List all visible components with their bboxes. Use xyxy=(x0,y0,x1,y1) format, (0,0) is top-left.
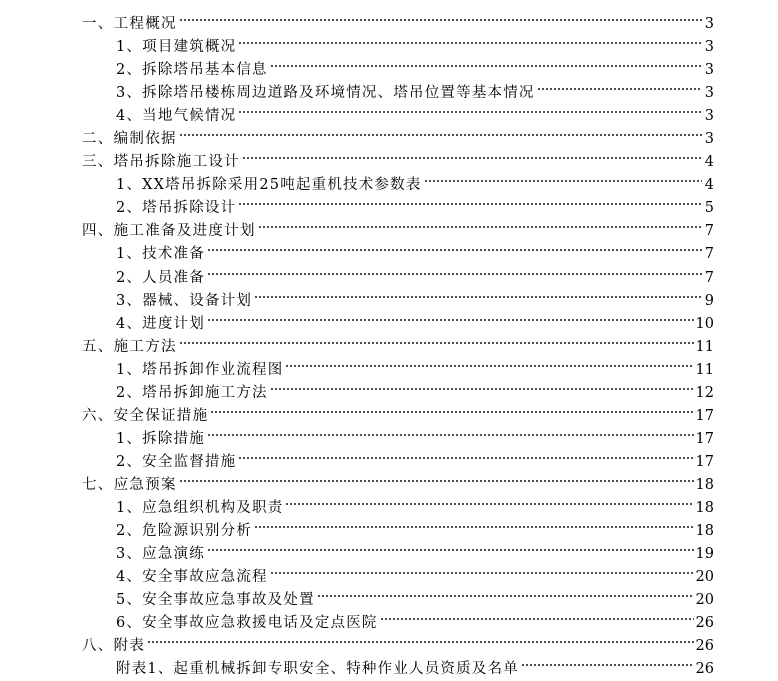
toc-dot-leader xyxy=(270,384,694,394)
toc-subsection-entry[interactable] xyxy=(82,589,714,612)
toc-dot-leader xyxy=(207,315,694,325)
toc-page-number: 4 xyxy=(704,177,714,194)
toc-entry-label: 3、拆除塔吊楼栋周边道路及环境情况、塔吊位置等基本情况 xyxy=(116,85,535,102)
toc-subsection-entry[interactable] xyxy=(82,382,714,405)
toc-dot-leader xyxy=(179,476,694,486)
toc-page-number: 17 xyxy=(695,453,714,470)
toc-dot-leader xyxy=(270,568,694,578)
toc-entry-label: 4、安全事故应急流程 xyxy=(116,569,268,586)
toc-subsection-entry[interactable] xyxy=(82,359,714,382)
toc-section-entry[interactable] xyxy=(82,635,714,658)
toc-subsection-entry[interactable] xyxy=(82,612,714,635)
toc-page-number: 3 xyxy=(704,85,714,102)
toc-page-number: 26 xyxy=(695,638,714,655)
toc-section-entry[interactable] xyxy=(82,151,714,174)
toc-dot-leader xyxy=(238,38,702,48)
toc-subsection-entry[interactable] xyxy=(82,451,714,474)
toc-entry-label: 一、工程概况 xyxy=(82,16,177,32)
toc-entry-label: 2、塔吊拆除设计 xyxy=(116,200,237,217)
toc-dot-leader xyxy=(424,176,702,186)
toc-dot-leader xyxy=(254,522,694,532)
toc-dot-leader xyxy=(207,269,702,279)
toc-entry-label: 2、拆除塔吊基本信息 xyxy=(116,62,268,79)
toc-subsection-entry[interactable] xyxy=(82,267,714,290)
toc-section-entry[interactable] xyxy=(82,336,714,359)
toc-page-number: 18 xyxy=(695,523,714,540)
toc-page-number: 3 xyxy=(704,62,714,79)
toc-page-number: 17 xyxy=(695,430,714,447)
toc-entry-label: 1、技术准备 xyxy=(116,246,205,263)
table-of-contents xyxy=(82,13,714,681)
toc-dot-leader xyxy=(179,338,694,348)
toc-subsection-entry[interactable] xyxy=(82,543,714,566)
toc-page-number: 3 xyxy=(704,16,714,32)
toc-dot-leader xyxy=(258,222,702,232)
toc-page-number: 17 xyxy=(695,407,714,424)
toc-entry-label: 1、塔吊拆卸作业流程图 xyxy=(116,361,284,378)
toc-dot-leader xyxy=(207,430,694,440)
toc-entry-label: 四、施工准备及进度计划 xyxy=(82,223,256,240)
toc-entry-label: 三、塔吊拆除施工设计 xyxy=(82,154,240,171)
toc-page-number: 20 xyxy=(695,592,714,609)
toc-dot-leader xyxy=(317,591,694,601)
toc-subsection-entry[interactable] xyxy=(82,174,714,197)
toc-entry-label: 六、安全保证措施 xyxy=(82,407,209,424)
toc-page-number: 9 xyxy=(704,292,714,309)
toc-page-number: 18 xyxy=(695,499,714,516)
toc-dot-leader xyxy=(238,199,702,209)
toc-page-number: 11 xyxy=(695,338,714,355)
toc-section-entry[interactable] xyxy=(82,13,714,36)
toc-entry-label: 4、进度计划 xyxy=(116,315,205,332)
toc-page-number: 18 xyxy=(695,476,714,493)
toc-page-number: 19 xyxy=(695,546,714,563)
toc-subsection-entry[interactable] xyxy=(82,428,714,451)
toc-dot-leader xyxy=(285,499,693,509)
toc-entry-label: 5、安全事故应急事故及处置 xyxy=(116,592,315,609)
toc-dot-leader xyxy=(521,660,694,670)
toc-entry-label: 2、安全监督措施 xyxy=(116,453,237,470)
toc-entry-label: 2、人员准备 xyxy=(116,269,205,286)
toc-subsection-entry[interactable] xyxy=(82,658,714,681)
toc-entry-label: 附表1、起重机械拆卸专职安全、特种作业人员资质及名单 xyxy=(116,661,519,678)
toc-dot-leader xyxy=(270,61,702,71)
toc-page-number: 5 xyxy=(704,200,714,217)
toc-page-number: 26 xyxy=(695,661,714,678)
toc-entry-label: 七、应急预案 xyxy=(82,476,177,493)
toc-entry-label: 1、项目建筑概况 xyxy=(116,39,237,56)
toc-page-number: 7 xyxy=(704,269,714,286)
toc-subsection-entry[interactable] xyxy=(82,497,714,520)
toc-page-number: 20 xyxy=(695,569,714,586)
toc-section-entry[interactable] xyxy=(82,128,714,151)
toc-dot-leader xyxy=(254,292,702,302)
toc-section-entry[interactable] xyxy=(82,474,714,497)
toc-dot-leader xyxy=(147,637,693,647)
toc-subsection-entry[interactable] xyxy=(82,520,714,543)
toc-dot-leader xyxy=(207,545,694,555)
toc-entry-label: 6、安全事故应急救援电话及定点医院 xyxy=(116,615,378,632)
toc-dot-leader xyxy=(207,245,702,255)
toc-section-entry[interactable] xyxy=(82,405,714,428)
toc-entry-label: 2、危险源识别分析 xyxy=(116,523,253,540)
toc-entry-label: 1、应急组织机构及职责 xyxy=(116,499,284,516)
toc-entry-label: 二、编制依据 xyxy=(82,131,177,148)
toc-dot-leader xyxy=(380,614,694,624)
toc-dot-leader xyxy=(179,130,702,140)
toc-entry-label: 3、器械、设备计划 xyxy=(116,292,253,309)
toc-dot-leader xyxy=(537,84,702,94)
toc-subsection-entry[interactable] xyxy=(82,243,714,266)
toc-subsection-entry[interactable] xyxy=(82,197,714,220)
toc-page-number: 3 xyxy=(704,108,714,125)
toc-dot-leader xyxy=(238,107,702,117)
toc-dot-leader xyxy=(238,453,693,463)
toc-entry-label: 五、施工方法 xyxy=(82,338,177,355)
toc-page-number: 12 xyxy=(695,384,714,401)
toc-page-number: 3 xyxy=(704,39,714,56)
toc-dot-leader xyxy=(210,407,693,417)
toc-entry-label: 1、XX塔吊拆除采用25吨起重机技术参数表 xyxy=(116,177,422,194)
cropped-title-fragment xyxy=(330,0,420,2)
toc-entry-label: 1、拆除措施 xyxy=(116,430,205,447)
toc-dot-leader xyxy=(285,361,693,371)
toc-page-number: 4 xyxy=(704,154,714,171)
toc-entry-label: 八、附表 xyxy=(82,638,146,655)
toc-subsection-entry[interactable] xyxy=(82,36,714,59)
toc-entry-label: 3、应急演练 xyxy=(116,546,205,563)
toc-subsection-entry[interactable] xyxy=(82,290,714,313)
toc-page-number: 7 xyxy=(704,223,714,240)
toc-subsection-entry[interactable] xyxy=(82,313,714,336)
toc-page-number: 11 xyxy=(695,361,714,378)
toc-page-number: 7 xyxy=(704,246,714,263)
toc-dot-leader xyxy=(179,15,702,25)
toc-entry-label: 4、当地气候情况 xyxy=(116,108,237,125)
toc-dot-leader xyxy=(242,153,702,163)
toc-entry-label: 2、塔吊拆卸施工方法 xyxy=(116,384,268,401)
toc-subsection-entry[interactable] xyxy=(82,59,714,82)
toc-page-number: 26 xyxy=(695,615,714,632)
toc-page-number: 10 xyxy=(695,315,714,332)
toc-page-number: 3 xyxy=(704,131,714,148)
toc-subsection-entry[interactable] xyxy=(82,105,714,128)
toc-subsection-entry[interactable] xyxy=(82,566,714,589)
toc-subsection-entry[interactable] xyxy=(82,82,714,105)
toc-section-entry[interactable] xyxy=(82,220,714,243)
